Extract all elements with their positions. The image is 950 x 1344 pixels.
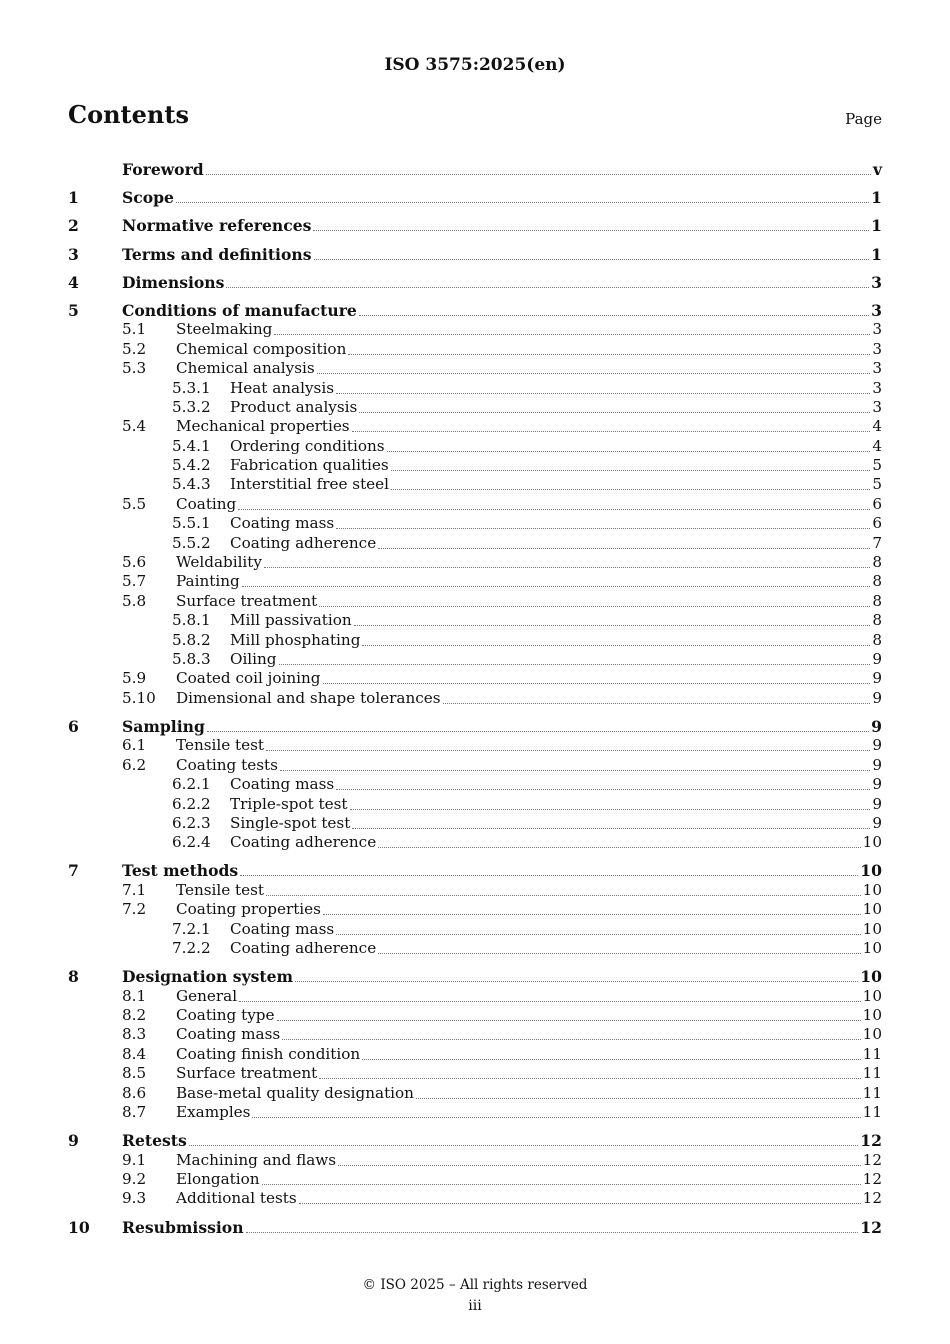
toc-entry-title: Coating type <box>176 1006 275 1024</box>
toc-entry[interactable] <box>68 513 882 532</box>
toc-entry[interactable] <box>68 1102 882 1121</box>
toc-entry-number: 5.9 <box>122 669 147 688</box>
toc-entry[interactable] <box>68 813 882 832</box>
toc-entry-number: 5.4.1 <box>172 436 211 455</box>
toc-dot-leader <box>391 469 871 471</box>
contents-heading: Contents <box>68 100 189 129</box>
toc-entry-number: 6 <box>68 716 79 736</box>
toc-dot-leader <box>176 201 869 203</box>
toc-entry[interactable] <box>68 649 882 668</box>
toc-entry[interactable] <box>68 377 882 396</box>
toc-dot-leader <box>238 508 870 510</box>
toc-entry-number: 5.3 <box>122 359 147 378</box>
toc-entry[interactable] <box>68 1207 882 1235</box>
toc-dot-leader <box>378 547 870 549</box>
toc-entry[interactable] <box>68 610 882 629</box>
toc-entry-title: Coating tests <box>176 755 278 774</box>
toc-entry-title: Coating adherence <box>230 833 377 852</box>
toc-entry-title: Chemical composition <box>176 339 347 358</box>
toc-entry-title: Normative references <box>122 216 312 236</box>
toc-entry-page: 11 <box>862 1064 882 1083</box>
toc-entry-title: Coating mass <box>176 1025 281 1044</box>
toc-entry-title: Base-metal quality designation <box>176 1083 414 1102</box>
toc-entry-number: 8.4 <box>122 1044 147 1063</box>
toc-dot-leader <box>266 749 870 751</box>
toc-entry-title: Coated coil joining <box>176 669 321 688</box>
toc-entry-number: 9 <box>68 1131 79 1151</box>
toc-entry[interactable] <box>68 455 882 474</box>
toc-dot-leader <box>352 430 871 432</box>
toc-entry-page: 12 <box>862 1189 882 1208</box>
toc-entry-title: Coating finish condition <box>176 1044 361 1063</box>
toc-entry-page: 9 <box>872 649 882 668</box>
toc-entry-title: Coating adherence <box>230 533 377 552</box>
toc-entry-page: 1 <box>871 188 882 208</box>
toc-dot-leader <box>189 1144 859 1146</box>
toc-entry-number: 5.5.1 <box>172 514 211 533</box>
toc-entry-page: 12 <box>862 1169 882 1188</box>
toc-entry-page: 6 <box>872 494 882 513</box>
toc-dot-leader <box>348 353 870 355</box>
toc-dot-leader <box>350 808 871 810</box>
toc-entry-title: Tensile test <box>176 880 265 899</box>
toc-entry-page: 12 <box>860 1131 882 1151</box>
toc-dot-leader <box>239 1000 861 1002</box>
toc-entry-title: Resubmission <box>122 1217 244 1237</box>
toc-dot-leader <box>352 827 870 829</box>
toc-entry-page: 8 <box>872 553 882 572</box>
toc-entry-title: Coating mass <box>230 775 335 794</box>
toc-entry[interactable] <box>68 1024 882 1043</box>
toc-dot-leader <box>314 258 870 260</box>
toc-dot-leader <box>313 229 869 231</box>
toc-entry-number: 6.2.4 <box>172 833 211 852</box>
toc-dot-leader <box>359 314 869 316</box>
toc-dot-leader <box>323 682 871 684</box>
toc-entry-number: 5.6 <box>122 553 147 572</box>
toc-entry[interactable] <box>68 552 882 571</box>
toc-entry-number: 5 <box>68 300 79 320</box>
toc-entry-title: Triple-spot test <box>230 794 348 813</box>
toc-entry-page: 7 <box>872 533 882 552</box>
toc-entry-title: Additional tests <box>176 1189 297 1208</box>
toc-entry-number: 9.2 <box>122 1169 147 1188</box>
toc-dot-leader <box>246 1231 859 1233</box>
toc-entry[interactable] <box>68 687 882 706</box>
toc-entry-page: v <box>872 160 882 179</box>
toc-entry[interactable] <box>68 178 882 206</box>
toc-dot-leader <box>295 980 858 982</box>
toc-entry[interactable] <box>68 291 882 319</box>
toc-entry[interactable] <box>68 899 882 918</box>
toc-entry-title: Steelmaking <box>176 320 273 339</box>
toc-entry-number: 10 <box>68 1217 90 1237</box>
toc-entry[interactable] <box>68 571 882 590</box>
toc-entry-number: 5.8.3 <box>172 649 211 668</box>
toc-dot-leader <box>336 392 870 394</box>
toc-entry-number: 8.1 <box>122 986 147 1005</box>
toc-entry[interactable] <box>68 938 882 957</box>
toc-dot-leader <box>317 372 871 374</box>
toc-entry-page: 3 <box>872 378 882 397</box>
toc-entry-number: 3 <box>68 244 79 264</box>
toc-entry-number: 5.5 <box>122 494 147 513</box>
toc-entry-title: Retests <box>122 1131 187 1151</box>
toc-entry-page: 10 <box>862 880 882 899</box>
toc-dot-leader <box>252 1116 860 1118</box>
toc-entry[interactable] <box>68 1121 882 1149</box>
toc-entry-title: Scope <box>122 188 174 208</box>
toc-entry[interactable] <box>68 1169 882 1188</box>
toc-entry-page: 9 <box>872 688 882 707</box>
toc-entry-page: 1 <box>871 216 882 236</box>
toc-entry-title: Product analysis <box>230 397 358 416</box>
toc-entry-number: 7.1 <box>122 880 147 899</box>
toc-dot-leader <box>299 1202 861 1204</box>
toc-dot-leader <box>336 527 870 529</box>
toc-entry-number: 5.4.2 <box>172 456 211 475</box>
toc-entry-title: Surface treatment <box>176 1064 318 1083</box>
toc-entry-page: 12 <box>862 1150 882 1169</box>
toc-entry-number: 7 <box>68 861 79 881</box>
toc-dot-leader <box>378 952 860 954</box>
toc-entry-page: 12 <box>860 1217 882 1237</box>
toc-entry[interactable] <box>68 754 882 773</box>
toc-entry[interactable] <box>68 435 882 454</box>
toc-dot-leader <box>274 333 870 335</box>
toc-entry-number: 8.5 <box>122 1064 147 1083</box>
toc-entry-number: 7.2.1 <box>172 919 211 938</box>
toc-entry[interactable] <box>68 532 882 551</box>
toc-entry-title: Coating adherence <box>230 939 377 958</box>
toc-entry-number: 7.2.2 <box>172 939 211 958</box>
toc-dot-leader <box>207 730 869 732</box>
toc-dot-leader <box>264 566 870 568</box>
toc-entry[interactable] <box>68 879 882 898</box>
toc-entry-title: Test methods <box>122 861 239 881</box>
toc-entry[interactable] <box>68 416 882 435</box>
toc-entry[interactable] <box>68 1043 882 1062</box>
page-number: iii <box>468 1298 482 1314</box>
toc-entry-number: 6.2 <box>122 755 147 774</box>
toc-entry-page: 9 <box>872 775 882 794</box>
toc-entry-title: Chemical analysis <box>176 359 315 378</box>
toc-dot-leader <box>262 1183 861 1185</box>
toc-dot-leader <box>338 1164 861 1166</box>
toc-entry-number: 9.3 <box>122 1189 147 1208</box>
toc-entry-number: 5.8.1 <box>172 611 211 630</box>
toc-entry-page: 10 <box>862 939 882 958</box>
toc-dot-leader <box>354 624 871 626</box>
toc-entry[interactable] <box>68 493 882 512</box>
toc-entry-number: 5.8.2 <box>172 630 211 649</box>
toc-entry-number: 6.1 <box>122 736 147 755</box>
toc-entry-number: 5.4 <box>122 417 147 436</box>
toc-entry-page: 10 <box>862 919 882 938</box>
toc-dot-leader <box>378 846 860 848</box>
toc-entry-title: Dimensional and shape tolerances <box>176 688 441 707</box>
toc-entry[interactable] <box>68 319 882 338</box>
toc-entry-title: Sampling <box>122 716 205 736</box>
toc-entry-title: Coating <box>176 494 237 513</box>
toc-entry-title: Designation system <box>122 967 294 987</box>
toc-entry-page: 4 <box>872 436 882 455</box>
toc-entry-page: 5 <box>872 475 882 494</box>
toc-entry-page: 10 <box>862 1025 882 1044</box>
toc-entry[interactable] <box>68 629 882 648</box>
toc-entry-number: 8.2 <box>122 1006 147 1024</box>
toc-entry[interactable] <box>68 918 882 937</box>
toc-entry-page: 3 <box>872 320 882 339</box>
toc-entry-title: General <box>176 986 238 1005</box>
toc-dot-leader <box>226 286 869 288</box>
toc-entry-number: 1 <box>68 188 79 208</box>
toc-entry[interactable] <box>68 1188 882 1207</box>
toc-entry-page: 1 <box>871 244 882 264</box>
toc-entry-title: Weldability <box>176 553 262 572</box>
toc-dot-leader <box>280 769 870 771</box>
toc-entry-page: 4 <box>872 417 882 436</box>
toc-dot-leader <box>242 585 871 587</box>
toc-entry-number: 5.8 <box>122 591 147 610</box>
copyright-notice: © ISO 2025 – All rights reserved <box>362 1277 588 1293</box>
toc-dot-leader <box>359 411 870 413</box>
toc-entry-page: 11 <box>862 1044 882 1063</box>
toc-entry-title: Tensile test <box>176 736 265 755</box>
toc-entry[interactable] <box>68 338 882 357</box>
toc-entry-page: 3 <box>871 300 882 320</box>
toc-entry-page: 9 <box>872 794 882 813</box>
toc-dot-leader <box>240 874 858 876</box>
toc-entry-page: 9 <box>872 736 882 755</box>
toc-entry-title: Examples <box>176 1102 251 1121</box>
toc-entry-page: 3 <box>871 272 882 292</box>
toc-entry-number: 5.10 <box>122 688 156 707</box>
toc-entry-title: Oiling <box>230 649 277 668</box>
toc-dot-leader <box>319 605 870 607</box>
toc-entry-number: 6.2.1 <box>172 775 211 794</box>
toc-entry-number: 8 <box>68 967 79 987</box>
toc-dot-leader <box>362 644 870 646</box>
toc-entry[interactable] <box>68 985 882 1004</box>
toc-entry-title: Elongation <box>176 1169 260 1188</box>
toc-entry-title: Ordering conditions <box>230 436 385 455</box>
toc-entry[interactable] <box>68 707 882 735</box>
toc-entry-page: 10 <box>860 861 882 881</box>
toc-entry-title: Painting <box>176 572 240 591</box>
toc-entry-title: Single-spot test <box>230 813 351 832</box>
toc-entry-title: Dimensions <box>122 272 225 292</box>
toc-entry-title: Coating mass <box>230 514 335 533</box>
toc-entry[interactable] <box>68 263 882 291</box>
toc-entry-number: 8.6 <box>122 1083 147 1102</box>
page-column-label: Page <box>845 110 882 128</box>
toc-entry-page: 8 <box>872 630 882 649</box>
toc-entry[interactable] <box>68 957 882 985</box>
toc-entry-number: 6.2.3 <box>172 813 211 832</box>
toc-entry-title: Terms and definitions <box>122 244 312 264</box>
toc-entry-page: 8 <box>872 572 882 591</box>
toc-entry-number: 5.3.1 <box>172 378 211 397</box>
toc-dot-leader <box>206 173 871 175</box>
toc-entry-title: Mill passivation <box>230 611 352 630</box>
toc-entry-number: 2 <box>68 216 79 236</box>
toc-entry-number: 7.2 <box>122 900 147 919</box>
toc-entry-page: 11 <box>862 1083 882 1102</box>
toc-entry-page: 11 <box>862 1102 882 1121</box>
toc-entry[interactable] <box>68 1005 882 1024</box>
toc-entry-page: 10 <box>862 986 882 1005</box>
toc-entry-page: 9 <box>872 669 882 688</box>
toc-entry[interactable] <box>68 234 882 262</box>
toc-entry-page: 3 <box>872 339 882 358</box>
toc-entry[interactable] <box>68 668 882 687</box>
toc-entry-title: Conditions of manufacture <box>122 300 357 320</box>
toc-entry[interactable] <box>68 397 882 416</box>
toc-entry-page: 3 <box>872 359 882 378</box>
toc-entry-title: Coating mass <box>230 919 335 938</box>
toc-entry[interactable] <box>68 774 882 793</box>
toc-entry-title: Foreword <box>122 160 204 179</box>
toc-entry-number: 6.2.2 <box>172 794 211 813</box>
toc-entry-number: 5.5.2 <box>172 533 211 552</box>
toc-dot-leader <box>319 1077 860 1079</box>
toc-entry[interactable] <box>68 793 882 812</box>
toc-dot-leader <box>387 450 871 452</box>
toc-entry[interactable] <box>68 735 882 754</box>
toc-entry-title: Mill phosphating <box>230 630 361 649</box>
toc-entry[interactable] <box>68 1063 882 1082</box>
toc-entry-title: Interstitial free steel <box>230 475 390 494</box>
toc-entry-title: Mechanical properties <box>176 417 350 436</box>
document-id-header: ISO 3575:2025(en) <box>384 55 566 75</box>
toc-entry-page: 5 <box>872 456 882 475</box>
toc-dot-leader <box>323 913 861 915</box>
toc-entry-number: 8.3 <box>122 1025 147 1044</box>
toc-entry[interactable] <box>68 1149 882 1168</box>
toc-entry-page: 10 <box>862 833 882 852</box>
toc-entry-page: 10 <box>862 1006 882 1024</box>
toc-entry-page: 9 <box>871 716 882 736</box>
toc-entry-title: Coating properties <box>176 900 321 919</box>
table-of-contents <box>68 152 882 1236</box>
toc-dot-leader <box>277 1019 861 1021</box>
toc-entry-title: Heat analysis <box>230 378 334 397</box>
toc-dot-leader <box>336 933 861 935</box>
toc-entry[interactable] <box>68 206 882 234</box>
toc-entry[interactable] <box>68 590 882 609</box>
toc-entry-number: 5.3.2 <box>172 397 211 416</box>
toc-entry-number: 5.2 <box>122 339 147 358</box>
toc-entry-page: 6 <box>872 514 882 533</box>
toc-entry-title: Surface treatment <box>176 591 318 610</box>
toc-dot-leader <box>279 663 871 665</box>
toc-entry-number: 5.1 <box>122 320 147 339</box>
toc-entry-number: 5.4.3 <box>172 475 211 494</box>
toc-entry-number: 5.7 <box>122 572 147 591</box>
toc-dot-leader <box>416 1097 861 1099</box>
toc-entry-page: 3 <box>872 397 882 416</box>
toc-dot-leader <box>443 702 871 704</box>
toc-entry-number: 8.7 <box>122 1102 147 1121</box>
toc-entry-page: 10 <box>860 967 882 987</box>
toc-entry-page: 8 <box>872 611 882 630</box>
toc-entry[interactable] <box>68 1082 882 1101</box>
toc-entry[interactable] <box>68 832 882 851</box>
toc-entry[interactable] <box>68 152 882 178</box>
toc-dot-leader <box>362 1058 860 1060</box>
toc-entry-number: 9.1 <box>122 1150 147 1169</box>
toc-entry-page: 9 <box>872 755 882 774</box>
toc-entry-title: Machining and flaws <box>176 1150 337 1169</box>
toc-dot-leader <box>266 894 861 896</box>
toc-entry[interactable] <box>68 358 882 377</box>
toc-entry-page: 10 <box>862 900 882 919</box>
toc-entry-page: 9 <box>872 813 882 832</box>
toc-dot-leader <box>391 488 870 490</box>
toc-entry-title: Fabrication qualities <box>230 456 389 475</box>
toc-dot-leader <box>336 788 870 790</box>
toc-entry[interactable] <box>68 474 882 493</box>
toc-entry-page: 8 <box>872 591 882 610</box>
toc-entry[interactable] <box>68 851 882 879</box>
toc-dot-leader <box>282 1038 861 1040</box>
toc-entry-number: 4 <box>68 272 79 292</box>
